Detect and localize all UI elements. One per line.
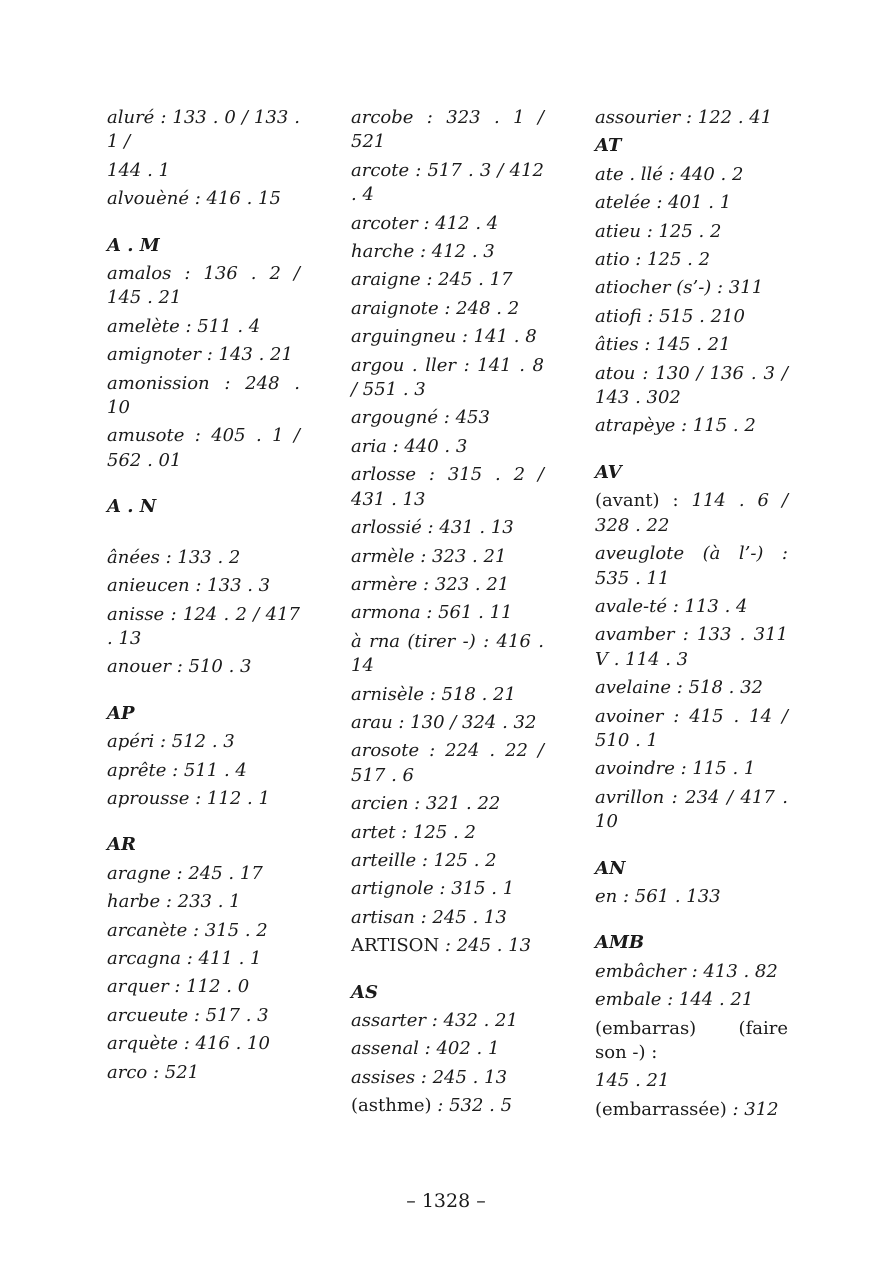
index-entry-text: apéri : 512 . 3 xyxy=(107,731,235,753)
index-entry xyxy=(595,248,788,272)
index-entry xyxy=(351,630,544,679)
index-entry-text: embâcher : 413 . 82 xyxy=(595,960,778,982)
index-entry xyxy=(595,276,788,300)
index-entry xyxy=(351,159,544,208)
index-entry xyxy=(595,988,788,1012)
index-entry-text: arcien : 321 . 22 xyxy=(351,793,501,815)
index-entry xyxy=(351,268,544,292)
index-column-2 xyxy=(351,106,544,1123)
index-entry xyxy=(351,934,544,958)
index-entry-text: atieu : 125 . 2 xyxy=(595,220,722,242)
index-entry-text: armère : 323 . 21 xyxy=(351,573,510,595)
index-entry-text: embale : 144 . 21 xyxy=(595,989,754,1011)
index-entry xyxy=(351,516,544,540)
index-entry xyxy=(107,424,300,473)
index-entry xyxy=(351,545,544,569)
index-entry-text: assises : 245 . 13 xyxy=(351,1066,508,1088)
index-entry xyxy=(351,821,544,845)
index-entry-text: arosote : 224 . 22 / 517 . 6 xyxy=(351,740,544,786)
section-heading: AN xyxy=(595,857,626,879)
index-entry xyxy=(351,1037,544,1061)
index-entry-text: aprousse : 112 . 1 xyxy=(107,787,270,809)
index-entry-text: artisan : 245 . 13 xyxy=(351,906,507,928)
index-entry xyxy=(107,546,300,570)
index-entry-text: avrillon : 234 / 417 . 10 xyxy=(595,786,788,833)
index-entry xyxy=(595,757,788,781)
index-entry-text: atio : 125 . 2 xyxy=(595,249,711,271)
index-entry xyxy=(595,489,788,538)
index-entry xyxy=(351,406,544,430)
index-entry xyxy=(107,947,300,971)
index-entry xyxy=(595,885,788,909)
index-entry xyxy=(351,463,544,512)
index-entry-text: âties : 145 . 21 xyxy=(595,334,731,356)
index-entry xyxy=(351,683,544,707)
index-entry-text: 114 . 6 / 328 . 22 xyxy=(595,490,789,536)
index-entry-head: (asthme) xyxy=(351,1095,432,1117)
index-entry-text: 144 . 1 xyxy=(107,159,170,181)
index-entry-text: arlosse : 315 . 2 / 431 . 13 xyxy=(351,464,544,510)
page-number: – 1328 – xyxy=(406,1190,486,1212)
section-heading: AV xyxy=(595,461,622,483)
section-heading: AS xyxy=(351,981,378,1003)
index-entry xyxy=(595,1069,788,1093)
index-entry xyxy=(595,333,788,357)
index-entry-text: artet : 125 . 2 xyxy=(351,821,476,843)
index-entry-text: amignoter : 143 . 21 xyxy=(107,344,293,366)
section-heading: AP xyxy=(107,702,135,724)
index-entry xyxy=(107,262,300,311)
index-entry xyxy=(351,877,544,901)
index-entry xyxy=(351,297,544,321)
index-entry-text: harche : 412 . 3 xyxy=(351,241,495,263)
index-entry-text: arquète : 416 . 10 xyxy=(107,1033,270,1055)
index-entry-head: (embarrassée) xyxy=(595,1098,727,1120)
index-entry xyxy=(351,1009,544,1033)
index-entry xyxy=(107,372,300,421)
index-entry-text: avelaine : 518 . 32 xyxy=(595,677,763,699)
index-entry xyxy=(595,1098,788,1122)
index-entry xyxy=(351,1094,544,1118)
index-entry xyxy=(351,711,544,735)
index-entry xyxy=(107,106,300,155)
index-entry xyxy=(595,623,788,672)
index-entry xyxy=(595,542,788,591)
index-entry xyxy=(351,601,544,625)
index-entry xyxy=(107,787,300,811)
index-entry-text: à rna (tirer -) : 416 . 14 xyxy=(351,630,544,677)
index-entry-text: assourier : 122 . 41 xyxy=(595,107,773,128)
index-entry-text: en : 561 . 133 xyxy=(595,885,721,907)
index-entry xyxy=(351,325,544,349)
index-entry-head: ARTISON xyxy=(351,935,440,957)
index-entry xyxy=(107,159,300,183)
index-entry-text: arquer : 112 . 0 xyxy=(107,976,250,998)
index-entry-text: arcanète : 315 . 2 xyxy=(107,919,268,941)
index-entry xyxy=(351,849,544,873)
index-entry-text: arnisèle : 518 . 21 xyxy=(351,683,516,705)
index-entry-text: atelée : 401 . 1 xyxy=(595,192,732,214)
index-entry xyxy=(107,603,300,652)
index-column-3 xyxy=(595,106,788,1126)
index-entry-text: aveuglote (à l’-) : 535 . 11 xyxy=(595,543,788,589)
index-entry-text: argougné : 453 xyxy=(351,407,490,429)
index-entry-text: arau : 130 / 324 . 32 xyxy=(351,711,537,733)
index-entry xyxy=(107,730,300,754)
index-entry xyxy=(107,919,300,943)
index-entry-text: aragne : 245 . 17 xyxy=(107,862,263,884)
index-entry xyxy=(595,362,788,411)
index-entry xyxy=(595,705,788,754)
index-entry-text: amalos : 136 . 2 / 145 . 21 xyxy=(107,263,300,309)
index-entry-text: aria : 440 . 3 xyxy=(351,435,468,457)
index-entry xyxy=(351,1066,544,1090)
index-entry xyxy=(107,315,300,339)
index-entry-text: arcoter : 412 . 4 xyxy=(351,212,499,234)
section-heading: AR xyxy=(107,834,136,856)
index-entry-text: amusote : 405 . 1 / 562 . 01 xyxy=(107,425,300,471)
index-entry xyxy=(595,960,788,984)
index-entry-text: arcote : 517 . 3 / 412 . 4 xyxy=(351,159,544,206)
index-entry-text: armona : 561 . 11 xyxy=(351,602,513,624)
index-entry xyxy=(595,220,788,244)
index-entry xyxy=(107,1061,300,1085)
index-entry-text: artignole : 315 . 1 xyxy=(351,878,515,900)
index-entry xyxy=(107,1032,300,1056)
index-entry xyxy=(351,435,544,459)
index-entry-text: atou : 130 / 136 . 3 / 143 . 302 xyxy=(595,362,788,409)
index-entry xyxy=(595,676,788,700)
index-entry xyxy=(351,573,544,597)
index-entry xyxy=(351,906,544,930)
index-entry-text: alvouèné : 416 . 15 xyxy=(107,188,281,210)
index-entry-text: armèle : 323 . 21 xyxy=(351,545,507,567)
index-entry xyxy=(107,975,300,999)
section-heading: A . M xyxy=(107,234,160,256)
index-entry-text: assarter : 432 . 21 xyxy=(351,1010,518,1031)
index-entry xyxy=(107,759,300,783)
index-entry-text: avale-té : 113 . 4 xyxy=(595,595,748,617)
index-entry-text: arcagna : 411 . 1 xyxy=(107,947,262,969)
index-entry-text: atiocher (s’-) : 311 xyxy=(595,277,764,299)
index-entry-text: anouer : 510 . 3 xyxy=(107,656,252,678)
index-entry-text: assenal : 402 . 1 xyxy=(351,1038,500,1060)
index-entry-text: avoindre : 115 . 1 xyxy=(595,758,756,780)
index-entry xyxy=(351,106,544,155)
index-entry xyxy=(107,655,300,679)
index-entry xyxy=(595,1017,788,1066)
index-entry xyxy=(351,354,544,403)
index-entry xyxy=(595,595,788,619)
index-entry-text: arcueute : 517 . 3 xyxy=(107,1004,269,1026)
index-entry xyxy=(351,240,544,264)
index-entry-text: 145 . 21 xyxy=(595,1070,670,1092)
index-entry-head: (embarras) (faire son -) : xyxy=(595,1017,788,1063)
index-entry-text: ânées : 133 . 2 xyxy=(107,546,241,568)
index-entry xyxy=(595,414,788,438)
index-column-1 xyxy=(107,106,300,1089)
index-entry-text: ate . llé : 440 . 2 xyxy=(595,163,744,185)
index-entry-text: : 245 . 13 xyxy=(439,935,532,957)
index-entry-text: arteille : 125 . 2 xyxy=(351,849,497,871)
index-entry-text: avamber : 133 . 311 V . 114 . 3 xyxy=(595,624,788,670)
index-entry xyxy=(107,1004,300,1028)
index-entry xyxy=(351,792,544,816)
index-entry xyxy=(595,786,788,835)
index-entry-text: atrapèye : 115 . 2 xyxy=(595,415,756,437)
section-heading: AT xyxy=(595,135,622,157)
index-entry xyxy=(107,187,300,211)
index-entry-text: arcobe : 323 . 1 / 521 xyxy=(351,107,544,153)
index-entry-text: harbe : 233 . 1 xyxy=(107,891,241,913)
index-entry-text: arco : 521 xyxy=(107,1061,200,1083)
index-entry-text: araigne : 245 . 17 xyxy=(351,269,513,291)
index-entry xyxy=(595,191,788,215)
index-entry-text: : 312 xyxy=(726,1098,779,1120)
index-entry-text: amelète : 511 . 4 xyxy=(107,315,261,337)
index-entry-text: aprête : 511 . 4 xyxy=(107,759,247,781)
section-heading: A . N xyxy=(107,496,157,518)
index-entry-text: argou . ller : 141 . 8 / 551 . 3 xyxy=(351,354,544,401)
index-entry xyxy=(351,739,544,788)
index-entry xyxy=(595,106,788,130)
index-entry-text: atiofi : 515 . 210 xyxy=(595,305,745,327)
index-entry xyxy=(107,862,300,886)
index-entry-text: arlossié : 431 . 13 xyxy=(351,517,514,539)
index-entry-text: anisse : 124 . 2 / 417 . 13 xyxy=(107,603,300,649)
index-entry-head: (avant) : xyxy=(595,490,679,512)
section-heading: AMB xyxy=(595,932,645,954)
index-entry-text: anieucen : 133 . 3 xyxy=(107,575,271,597)
index-entry-text: aluré : 133 . 0 / 133 . 1 / xyxy=(107,107,300,153)
index-entry-text: arguingneu : 141 . 8 xyxy=(351,326,537,348)
index-entry xyxy=(107,574,300,598)
index-entry-text: araignote : 248 . 2 xyxy=(351,297,520,319)
index-entry xyxy=(107,343,300,367)
index-entry-text: amonission : 248 . 10 xyxy=(107,372,300,419)
index-entry xyxy=(351,212,544,236)
index-entry xyxy=(107,890,300,914)
index-entry xyxy=(595,163,788,187)
index-entry-text: : 532 . 5 xyxy=(431,1095,513,1117)
index-entry-text: avoiner : 415 . 14 / 510 . 1 xyxy=(595,705,788,751)
index-entry xyxy=(595,305,788,329)
